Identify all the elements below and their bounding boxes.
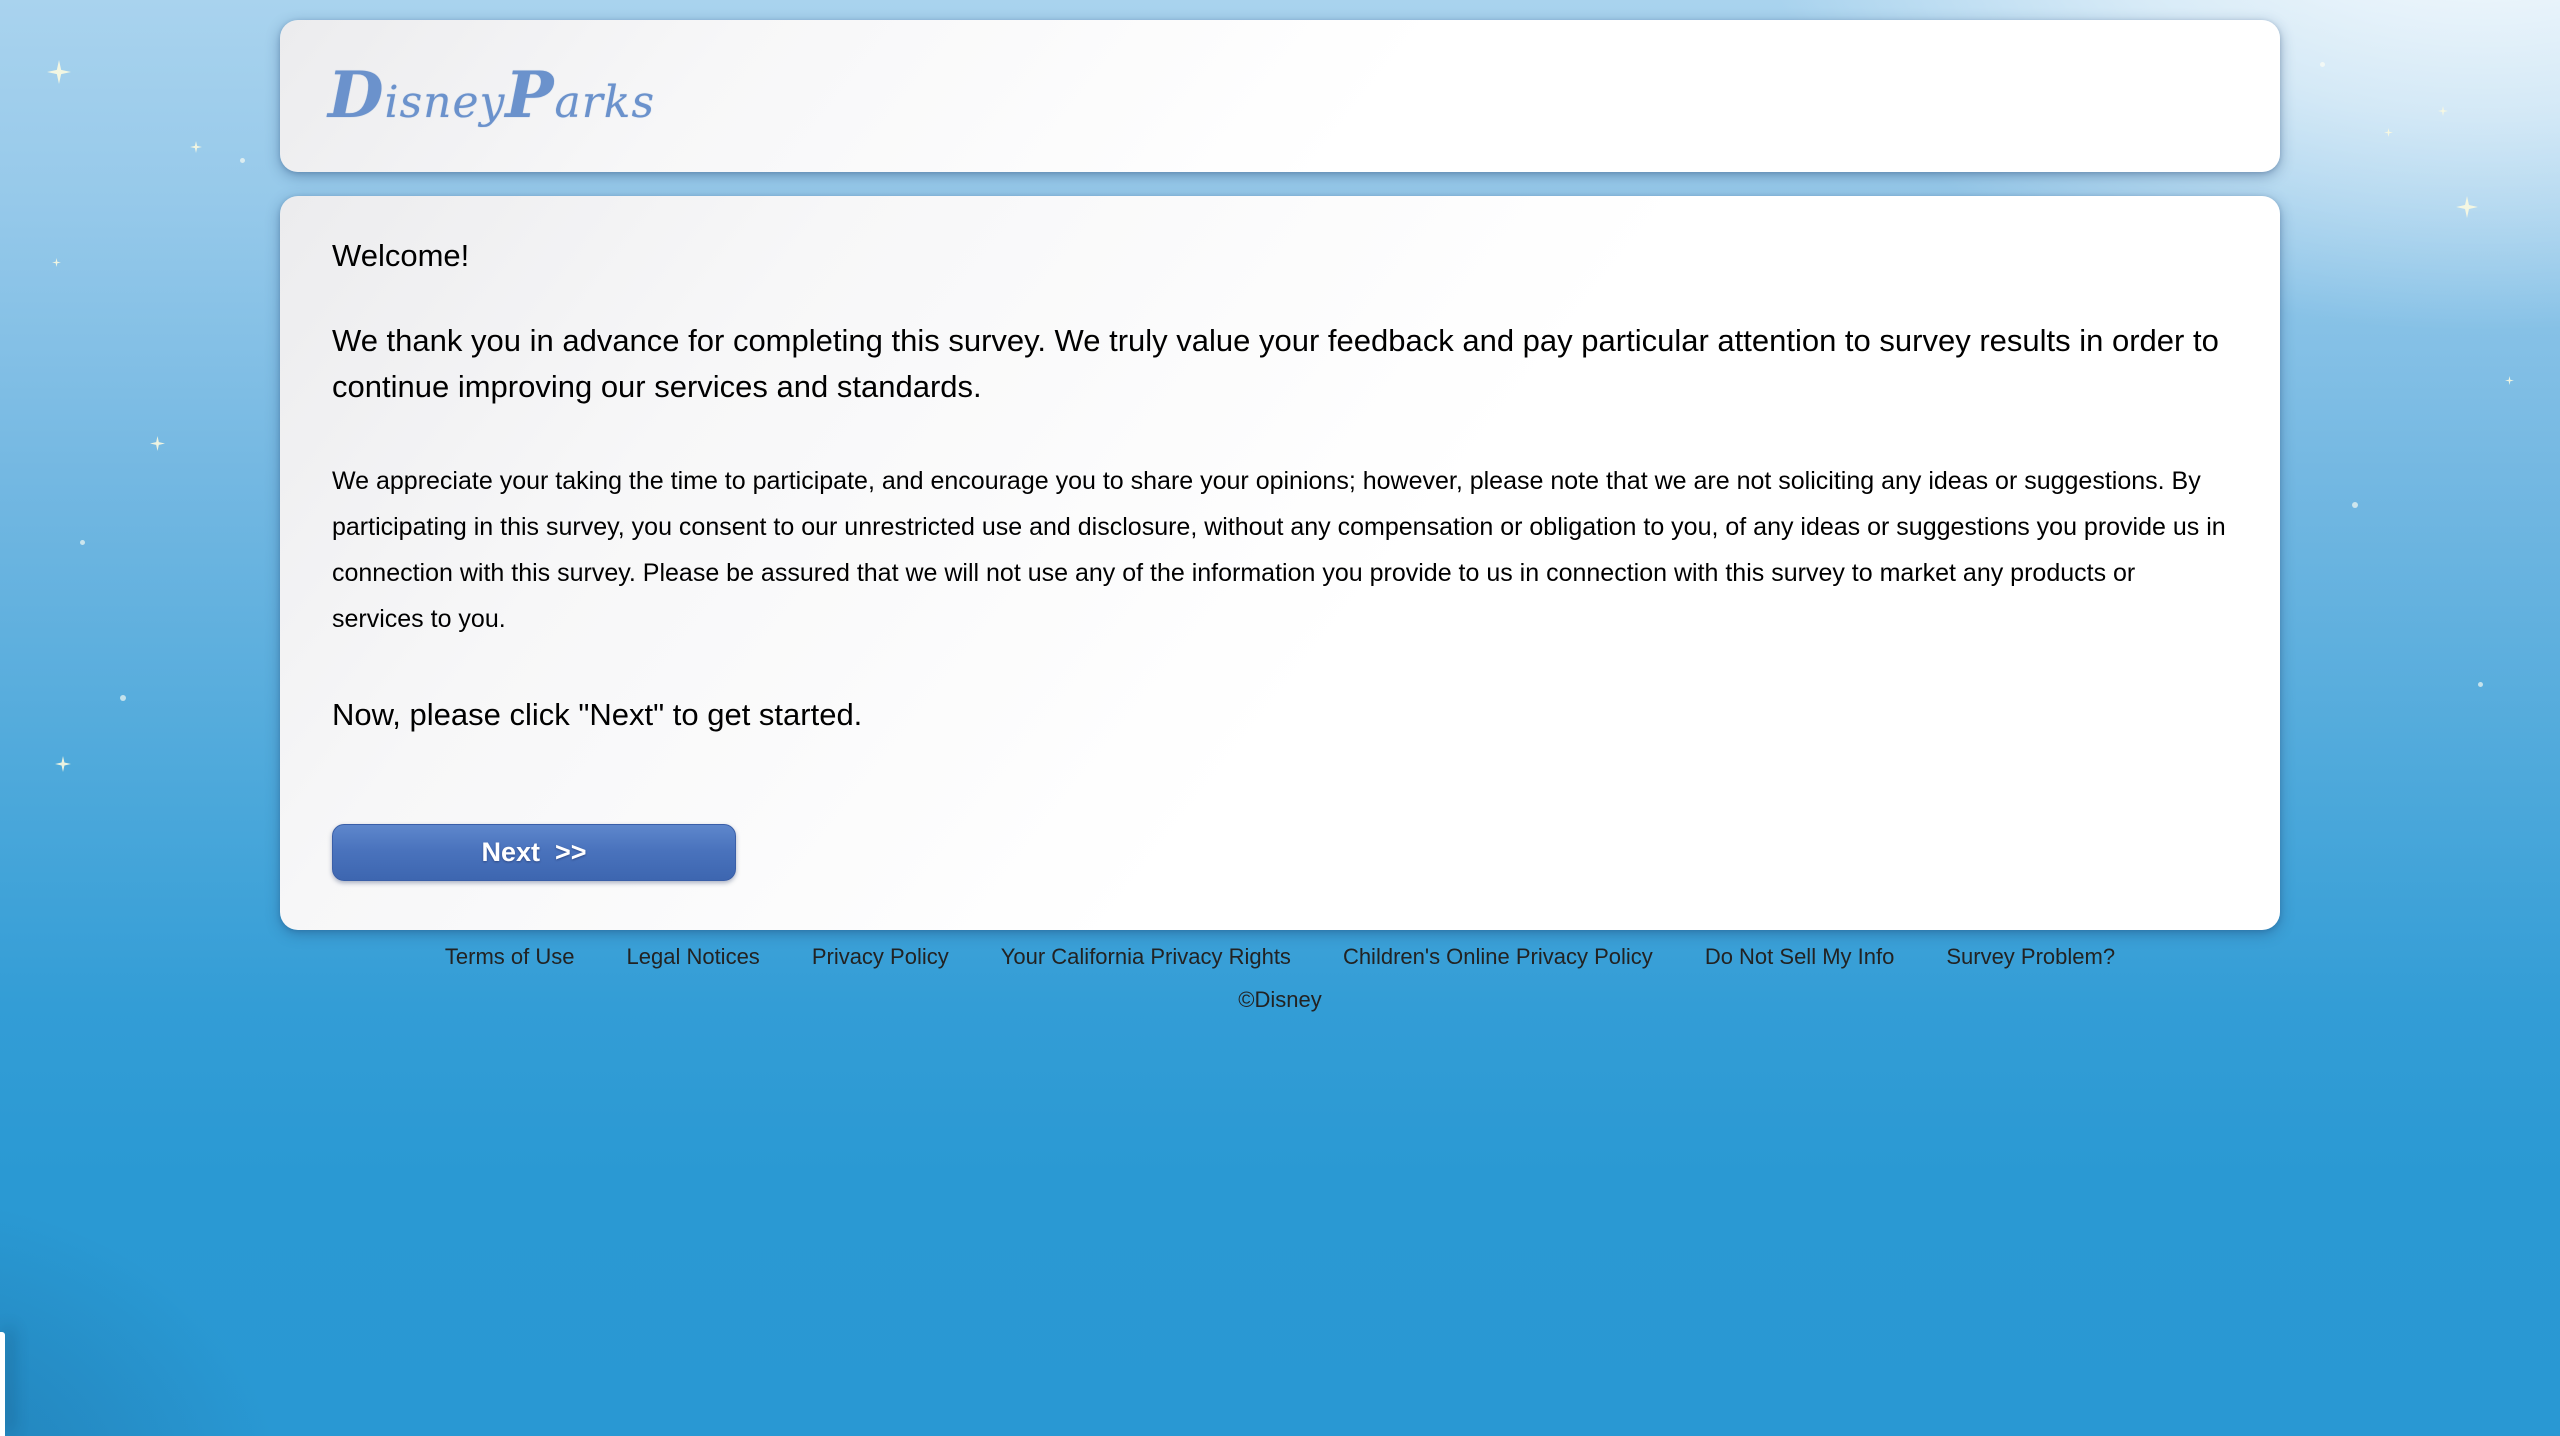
sparkle-icon xyxy=(2505,376,2514,385)
disclaimer-paragraph: We appreciate your taking the time to participate, and encourage you to share your opinions; however, please note that we are not soliciting any ideas or suggestions. By participating in this survey, you consent to our unrestricted use and disclosure, without any compensation or obligation to you, of any ideas or suggestions you provide us in connection with this survey. Please be assured that we will not use any of the information you provide to us in connection with this survey to market any products or services to you. xyxy=(332,467,2226,633)
welcome-text: Welcome! xyxy=(332,238,470,273)
sparkle-icon xyxy=(52,258,61,267)
next-button[interactable]: Next >> xyxy=(332,824,736,881)
instruction-text: Now, please click "Next" to get started. xyxy=(332,697,863,732)
intro-paragraph: We thank you in advance for completing this survey. We truly value your feedback and pay particular attention to survey results in order to continue improving our services and standards. xyxy=(332,323,2219,404)
sparkle-icon xyxy=(240,158,245,163)
sparkle-icon xyxy=(120,695,126,701)
sparkle-icon xyxy=(2352,502,2358,508)
footer xyxy=(0,944,2560,1013)
sparkle-icon xyxy=(2320,62,2325,67)
footer-link-terms-of-use[interactable]: Terms of Use xyxy=(444,944,575,969)
sparkle-icon xyxy=(2438,106,2448,116)
footer-link-california-privacy-rights[interactable]: Your California Privacy Rights xyxy=(1000,944,1291,969)
sparkle-icon xyxy=(190,141,202,153)
offscreen-panel-edge xyxy=(0,1332,5,1436)
sparkle-icon xyxy=(2478,682,2483,687)
header-card xyxy=(280,20,2280,172)
footer-link-privacy-policy[interactable]: Privacy Policy xyxy=(811,944,949,969)
logo-word-parks: Parks xyxy=(505,58,656,133)
sparkle-icon xyxy=(55,756,71,772)
survey-card xyxy=(280,196,2280,930)
sparkle-icon xyxy=(2456,196,2478,218)
footer-link-survey-problem[interactable]: Survey Problem? xyxy=(1946,944,2116,969)
footer-link-childrens-online-privacy-policy[interactable]: Children's Online Privacy Policy xyxy=(1342,944,1653,969)
footer-link-legal-notices[interactable]: Legal Notices xyxy=(626,944,760,969)
sparkle-icon xyxy=(80,540,85,545)
sparkle-icon xyxy=(2384,128,2393,137)
sparkle-icon xyxy=(150,436,165,451)
footer-link-do-not-sell-my-info[interactable]: Do Not Sell My Info xyxy=(1704,944,1895,969)
footer-links xyxy=(0,944,2560,970)
disney-parks-logo xyxy=(328,54,655,145)
logo-word-disney: Disney xyxy=(328,58,506,133)
copyright-text: ©Disney xyxy=(1238,987,1322,1012)
sparkle-icon xyxy=(47,60,71,84)
